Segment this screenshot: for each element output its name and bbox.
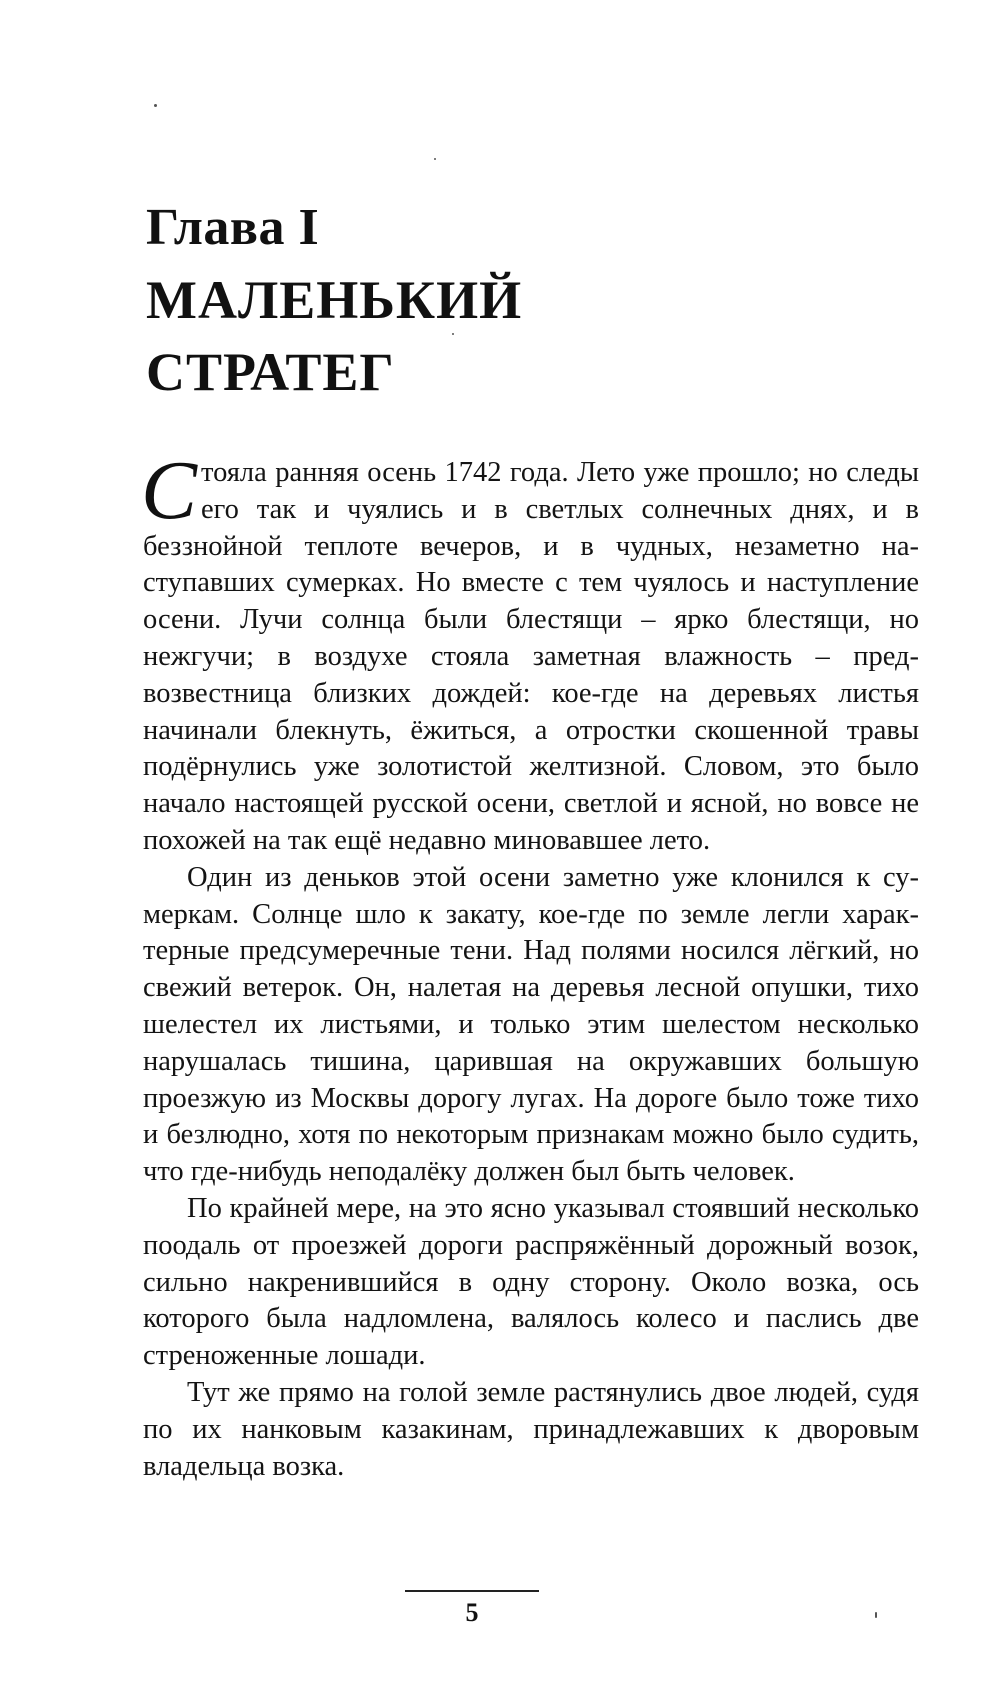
scan-speck bbox=[434, 158, 436, 160]
chapter-heading bbox=[146, 192, 522, 408]
paragraph: Тут же прямо на голой земле растянулись двое людей, судя по их нанковым казакинам, принадлежавших к дворовым владельца возка. bbox=[143, 1376, 919, 1482]
chapter-number: Глава I bbox=[146, 199, 320, 256]
chapter-title-line-1: МАЛЕНЬКИЙ bbox=[146, 270, 523, 330]
paragraph bbox=[141, 444, 919, 860]
scan-speck bbox=[154, 104, 157, 107]
paragraph-text: тояла ранняя осень 1742 года. Лето уже прошло; но следы его так и чуялись и в светлых солнечных днях, и в беззнойной теплоте вечеров, и в чудных, незаметно наступавших сумерках. Но вместе с тем чуялось и наступление осени. Лучи солнца были блестящи – ярко блестящи, но нежгучи; в воздухе стояла заметная влажность – предвозвестница близких дождей: кое-где на деревьях листья начинали блекнуть, ёжиться, а отростки скошенной травы подёрнулись уже золотистой желтизной. Словом, это было начало настоящей русской осени, светлой и ясной, но вовсе не похожей на так ещё недавно миновавшее лето. bbox=[143, 457, 919, 856]
chapter-title-line-2: СТРАТЕГ bbox=[146, 342, 395, 402]
footer-rule bbox=[405, 1590, 539, 1592]
chapter-body bbox=[141, 444, 919, 1485]
scan-speck bbox=[875, 1612, 877, 1618]
paragraph: По крайней мере, на это ясно указывал стоявший несколько поодаль от проезжей дороги распряжённый дорожный возок, сильно накренившийся в одну сторону. Около возка, ось которого была надломлена, валялось колесо и паслись две стреноженные лошади. bbox=[143, 1192, 919, 1372]
drop-cap: С bbox=[141, 444, 198, 537]
page-number: 5 bbox=[465, 1598, 479, 1627]
paragraph: Один из деньков этой осени заметно уже клонился к сумеркам. Солнце шло к закату, кое-где по земле легли характерные предсумеречные тени. Над полями носился лёгкий, но свежий ветерок. Он, налетая на деревья лесной опушки, тихо шелестел их листьями, и только этим шелестом несколько нарушалась тишина, царившая на окружавших большую проезжую из Москвы дорогу лугах. На дороге было тоже тихо и безлюдно, хотя по некоторым признакам можно было судить, что где-нибудь неподалёку должен был быть человек. bbox=[143, 861, 919, 1188]
